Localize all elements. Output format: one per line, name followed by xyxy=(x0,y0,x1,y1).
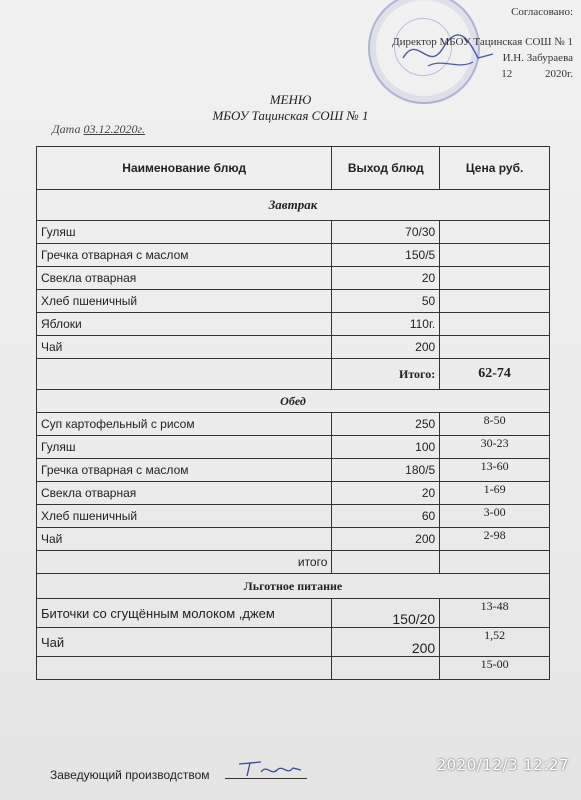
dish-price: 8-50 xyxy=(440,413,550,436)
dish-output: 110г. xyxy=(332,313,440,336)
approval-director: Директор МБОУ Тацинская СОШ № 1 xyxy=(392,36,573,48)
approval-day: 12 xyxy=(501,68,513,80)
section-title: Завтрак xyxy=(37,190,550,221)
signature-line xyxy=(225,768,307,779)
dish-output: 150/5 xyxy=(332,244,440,267)
dish-name: Свекла отварная xyxy=(37,482,332,505)
table-row xyxy=(37,528,550,551)
table-row xyxy=(37,436,550,459)
approval-name: И.Н. Забураева xyxy=(502,52,573,64)
dish-price xyxy=(440,313,550,336)
dish-price xyxy=(440,267,550,290)
dish-name xyxy=(37,657,332,680)
dish-name: Суп картофельный с рисом xyxy=(37,413,332,436)
table-row xyxy=(37,413,550,436)
table-row xyxy=(37,290,550,313)
dish-name: Чай xyxy=(37,628,332,657)
footer-signature-line xyxy=(50,768,307,782)
dish-output: 100 xyxy=(332,436,440,459)
dish-price: 1-69 xyxy=(440,482,550,505)
table-row xyxy=(37,628,550,657)
dish-name: Гуляш xyxy=(37,221,332,244)
dish-output: 20 xyxy=(332,482,440,505)
column-header-name: Наименование блюд xyxy=(37,147,332,190)
menu-date xyxy=(52,122,145,137)
dish-name: Гречка отварная с маслом xyxy=(37,244,332,267)
column-header-output: Выход блюд xyxy=(332,147,440,190)
manager-signature xyxy=(235,756,305,780)
total-label: Итого: xyxy=(332,359,440,390)
approval-block xyxy=(343,4,573,82)
dish-output: 70/30 xyxy=(332,221,440,244)
dish-name: Хлеб пшеничный xyxy=(37,290,332,313)
dish-price xyxy=(440,336,550,359)
dish-name: Свекла отварная xyxy=(37,267,332,290)
dish-price: 30-23 xyxy=(440,436,550,459)
dish-output: 200 xyxy=(332,528,440,551)
dish-price xyxy=(440,290,550,313)
dish-price: 13-48 xyxy=(440,599,550,628)
approval-year: 2020г. xyxy=(544,68,573,80)
approval-date xyxy=(343,66,573,82)
dish-price: 3-00 xyxy=(440,505,550,528)
total-value: 62-74 xyxy=(440,359,550,390)
table-row xyxy=(37,313,550,336)
dish-output xyxy=(332,657,440,680)
table-row xyxy=(37,221,550,244)
table-row xyxy=(37,599,550,628)
footer-label: Заведующий производством xyxy=(50,768,210,782)
table-row xyxy=(37,244,550,267)
dish-output: 250 xyxy=(332,413,440,436)
dish-name: Чай xyxy=(37,528,332,551)
section-title: Обед xyxy=(37,390,550,413)
section-title: Льготное питание xyxy=(37,574,550,599)
approval-title: Согласовано: xyxy=(511,6,573,18)
menu-table xyxy=(36,146,550,680)
lunch-total-row xyxy=(37,551,550,574)
column-header-price: Цена руб. xyxy=(440,147,550,190)
section-breakfast xyxy=(37,190,550,221)
dish-name: Биточки со сгущённым молоком ,джем xyxy=(37,599,332,628)
section-privileged xyxy=(37,574,550,599)
dish-price: 15-00 xyxy=(440,657,550,680)
dish-price: 1,52 xyxy=(440,628,550,657)
dish-price xyxy=(440,221,550,244)
dish-name: Гречка отварная с маслом xyxy=(37,459,332,482)
table-row xyxy=(37,267,550,290)
dish-output: 180/5 xyxy=(332,459,440,482)
date-value: 03.12.2020г. xyxy=(83,122,145,136)
photo-timestamp: 2020/12/3 12:27 xyxy=(436,756,569,774)
dish-output: 60 xyxy=(332,505,440,528)
menu-title: МЕНЮ xyxy=(269,92,312,107)
table-row xyxy=(37,336,550,359)
dish-price: 2-98 xyxy=(440,528,550,551)
breakfast-total-row xyxy=(37,359,550,390)
dish-price xyxy=(440,244,550,267)
dish-name: Яблоки xyxy=(37,313,332,336)
dish-name: Чай xyxy=(37,336,332,359)
dish-price: 13-60 xyxy=(440,459,550,482)
table-row xyxy=(37,482,550,505)
school-name: МБОУ Тацинская СОШ № 1 xyxy=(212,108,369,123)
section-lunch xyxy=(37,390,550,413)
dish-output: 200 xyxy=(332,336,440,359)
dish-name: Хлеб пшеничный xyxy=(37,505,332,528)
date-label: Дата xyxy=(52,122,81,136)
dish-name: Гуляш xyxy=(37,436,332,459)
dish-output: 150/20 xyxy=(332,599,440,628)
table-row xyxy=(37,657,550,680)
table-row xyxy=(37,505,550,528)
dish-output: 200 xyxy=(332,628,440,657)
dish-output: 20 xyxy=(332,267,440,290)
total-label: итого xyxy=(37,551,332,574)
dish-output: 50 xyxy=(332,290,440,313)
table-row xyxy=(37,459,550,482)
